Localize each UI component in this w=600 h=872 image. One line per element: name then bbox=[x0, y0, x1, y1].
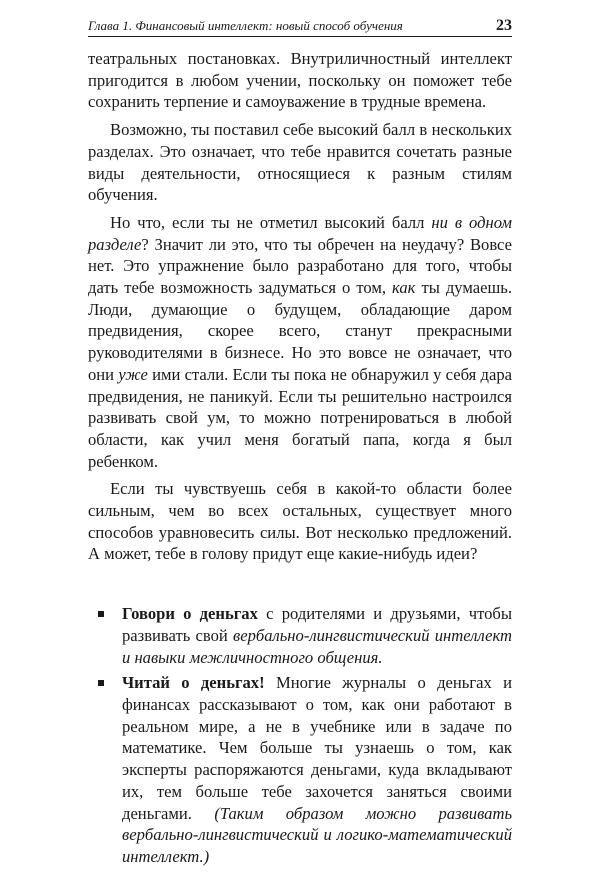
tip-1-text: с родителями и друзьями, чтобы развивать свой bbox=[122, 604, 512, 645]
tip-2-emphasis: (Таким образом можно развивать вербально-лингвистический и логико-математический интеллект.) bbox=[122, 803, 512, 866]
chapter-title: Глава 1. Финансовый интеллект: новый способ обучения bbox=[88, 18, 403, 33]
paragraph-2: Возможно, ты поставил себе высокий балл в нескольких разделах. Это означает, что тебе нравится сочетать разные виды деятельности, относящиеся к разным стилям обучения. bbox=[88, 120, 512, 205]
paragraph-3-emphasis-2: как bbox=[392, 278, 416, 298]
page-body bbox=[88, 48, 512, 872]
paragraph-4: Если ты чувствуешь себя в какой-то области более сильным, чем во всех остальных, существует много способов уравновесить силы. Вот несколько предложений. А может, тебе в голову придут еще какие-нибудь идеи? bbox=[88, 479, 512, 564]
running-header bbox=[88, 14, 512, 37]
page-number: 23 bbox=[496, 17, 512, 34]
paragraph-3 bbox=[88, 212, 512, 472]
paragraph-3-part-e: ты думаешь. Люди, думающие о будущем, обладающие даром предвидения, скорее всего, станут прекрасными руководителями в бизнесе. Но это вовсе не означает, что они bbox=[88, 278, 512, 384]
paragraph-1: театральных постановках. Внутриличностный интеллект пригодится в любом учении, поскольку он поможет тебе сохранить терпение и самоуважение в трудные времена. bbox=[88, 49, 512, 112]
paragraph-3-part-g: ими стали. Если ты пока не обнаружил у себя дара предвидения, не паникуй. Если ты решительно настроился развивать свой ум, то можно потренироваться в любой области, как учил меня богатый папа, когда я был ребенком. bbox=[88, 364, 512, 471]
tips-list bbox=[88, 603, 512, 867]
list-item bbox=[88, 672, 512, 867]
tip-1-emphasis: вербально-лингвистический интеллект и навыки межличностного общения. bbox=[122, 625, 512, 667]
paragraph-3-part-a: Но что, если ты не отметил высокий балл bbox=[110, 212, 432, 232]
square-bullet-icon bbox=[98, 680, 104, 686]
paragraph-3-emphasis-3: уже bbox=[118, 364, 148, 384]
tip-2-text: Многие журналы о деньгах и финансах рассказывают о том, как они работают в реальном мире, а не в учебнике или в задаче по математике. Чем больше ты узнаешь о том, как эксперты распоряжаются деньгами, куда вкладывают их, тем больше тебе захочется заняться своими деньгами. bbox=[122, 673, 512, 823]
tip-1-lead: Говори о деньгах bbox=[122, 604, 258, 624]
square-bullet-icon bbox=[98, 611, 104, 617]
tip-2-lead: Читай о деньгах! bbox=[122, 673, 265, 693]
paragraph-3-part-c: ? Значит ли это, что ты обречен на неудачу? Вовсе нет. Это упражнение было разработано для того, чтобы дать тебе возможность задуматься о том, bbox=[88, 234, 512, 298]
paragraph-3-emphasis-1: ни в одном разделе bbox=[88, 212, 512, 254]
list-item bbox=[88, 603, 512, 668]
